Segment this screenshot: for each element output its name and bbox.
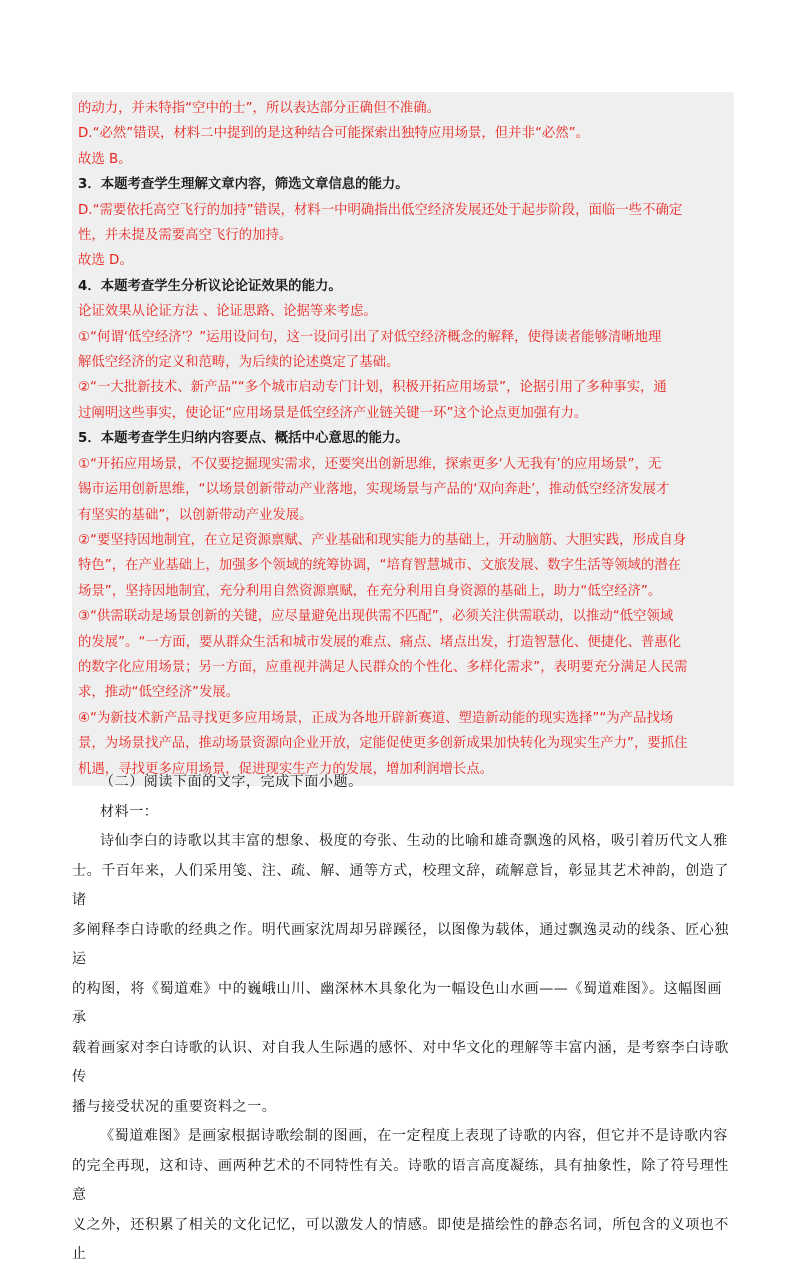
answer-line: ②“一大批新技术、新产品”“多个城市启动专门计划，积极开拓应用场景”，论据引用了多种事实，通 [78, 380, 667, 396]
paragraph-2 [72, 1122, 736, 1270]
answer-line: D.“需要依托高空飞行的加持”错误，材料一中明确指出低空经济发展还处于起步阶段，面临一些不确定 [78, 202, 683, 218]
answer-line: ②“要坚持因地制宜，在立足资源禀赋、产业基础和现实能力的基础上，开动脑筋、大胆实践，形成自身 [78, 532, 687, 548]
answer-line: 故选 D。 [78, 253, 133, 269]
paragraph-line: 义之外，还积累了相关的文化记忆，可以激发人的情感。即使是描绘性的静态名词，所包含的义项也不止 [72, 1216, 729, 1262]
answer-line: 求，推动“低空经济”发展。 [78, 685, 240, 701]
paragraph-line: 载着画家对李白诗歌的认识、对自我人生际遇的感怀、对中华文化的理解等丰富内涵，是考察李白诗歌传 [72, 1039, 729, 1085]
answer-line: 有坚实的基础”，以创新带动产业发展。 [78, 507, 313, 523]
paragraph-line: 的构图，将《蜀道难》中的巍峨山川、幽深林木具象化为一幅设色山水画——《蜀道难图》。这幅图画承 [72, 980, 722, 1026]
paragraph-1 [72, 827, 736, 1122]
answer-line: 的动力，并未特指“空中的士”，所以表达部分正确但不准确。 [78, 101, 441, 116]
answer-line: 故选 B。 [78, 151, 132, 167]
paragraph-line: 的完全再现，这和诗、画两种艺术的不同特性有关。诗歌的语言高度凝练，具有抽象性，除了符号理性意 [72, 1157, 729, 1203]
paragraph-line: 士。千百年来，人们采用笺、注、疏、解、通等方式，校理文辞，疏解意旨，彰显其艺术神韵，创造了诸 [72, 862, 729, 908]
answer-line: 的发展”。“一方面，要从群众生活和城市发展的难点、痛点、堵点出发，打造智慧化、便捷化、普惠化 [78, 634, 682, 650]
answer-line: D.“必然”错误，材料二中提到的是这种结合可能探索出独特应用场景，但并非“必然”。 [78, 126, 589, 142]
answer-line: 场景”，坚持因地制宜，充分利用自然资源禀赋，在充分利用自身资源的基础上，助力“低空经济”。 [78, 583, 662, 599]
question-heading: 4．本题考查学生分析议论论证效果的能力。 [78, 278, 342, 294]
answer-line: ③“供需联动是场景创新的关键，应尽量避免出现供需不匹配”，必须关注供需联动，以推动“低空领域 [78, 609, 674, 625]
paragraph-line: 播与接受状况的重要资料之一。 [72, 1098, 277, 1115]
answer-line: ①“开拓应用场景，不仅要挖掘现实需求，还要突出创新思维，探索更多‘人无我有’的应用场景”，无 [78, 456, 662, 472]
answer-line: ①“何谓‘低空经济’？”运用设问句，这一设问引出了对低空经济概念的解释，使得读者能够清晰地理 [78, 329, 662, 345]
answer-explanation-box [72, 92, 734, 786]
question-heading: 5．本题考查学生归纳内容要点、概括中心意思的能力。 [78, 431, 409, 447]
answer-line: 论证效果从论证方法 、论证思路、论据等来考虑。 [78, 304, 377, 320]
paragraph-line: 多阐释李白诗歌的经典之作。明代画家沈周却另辟蹊径，以图像为载体，通过飘逸灵动的线条、匠心独运 [72, 921, 729, 967]
paragraph-line: 诗仙李白的诗歌以其丰富的想象、极度的夸张、生动的比喻和雄奇飘逸的风格，吸引着历代文人雅 [100, 833, 728, 849]
answer-line: 机遇，寻找更多应用场景，促进现实生产力的发展，增加利润增长点。 [78, 761, 494, 777]
paragraph-line: 《蜀道难图》是画家根据诗歌绘制的图画，在一定程度上表现了诗歌的内容，但它并不是诗歌内容 [100, 1128, 728, 1144]
answer-line: 解低空经济的定义和范畴，为后续的论述奠定了基础。 [78, 355, 400, 371]
answer-line: 性，并未提及需要高空飞行的加持。 [78, 228, 293, 244]
answer-line: ④“为新技术新产品寻找更多应用场景，正成为各地开辟新赛道、塑造新动能的现实选择”“为产品找场 [78, 710, 674, 726]
answer-line: 的数字化应用场景；另一方面，应重视并满足人民群众的个性化、多样化需求”，表明要充分满足人民需 [78, 659, 688, 675]
answer-line: 锡市运用创新思维，“以场景创新带动产业落地，实现场景与产品的‘双向奔赴’，推动低空经济发展才 [78, 482, 670, 498]
reading-section [72, 768, 736, 1270]
question-heading: 3．本题考查学生理解文章内容，筛选文章信息的能力。 [78, 177, 409, 193]
answer-line: 特色”，在产业基础上，加强多个领域的统筹协调，“培育智慧城市、文旅发展、数字生活等领域的潜在 [78, 558, 682, 574]
material-label: 材料一： [100, 803, 159, 820]
answer-line: 景，为场景找产品，推动场景资源向企业开放，定能促使更多创新成果加快转化为现实生产力”，要抓住 [78, 736, 688, 752]
section-heading: （二）阅读下面的文字，完成下面小题。 [100, 774, 363, 790]
answer-line: 过阐明这些事实，使论证“应用场景是低空经济产业链关键一环”这个论点更加强有力。 [78, 405, 588, 421]
